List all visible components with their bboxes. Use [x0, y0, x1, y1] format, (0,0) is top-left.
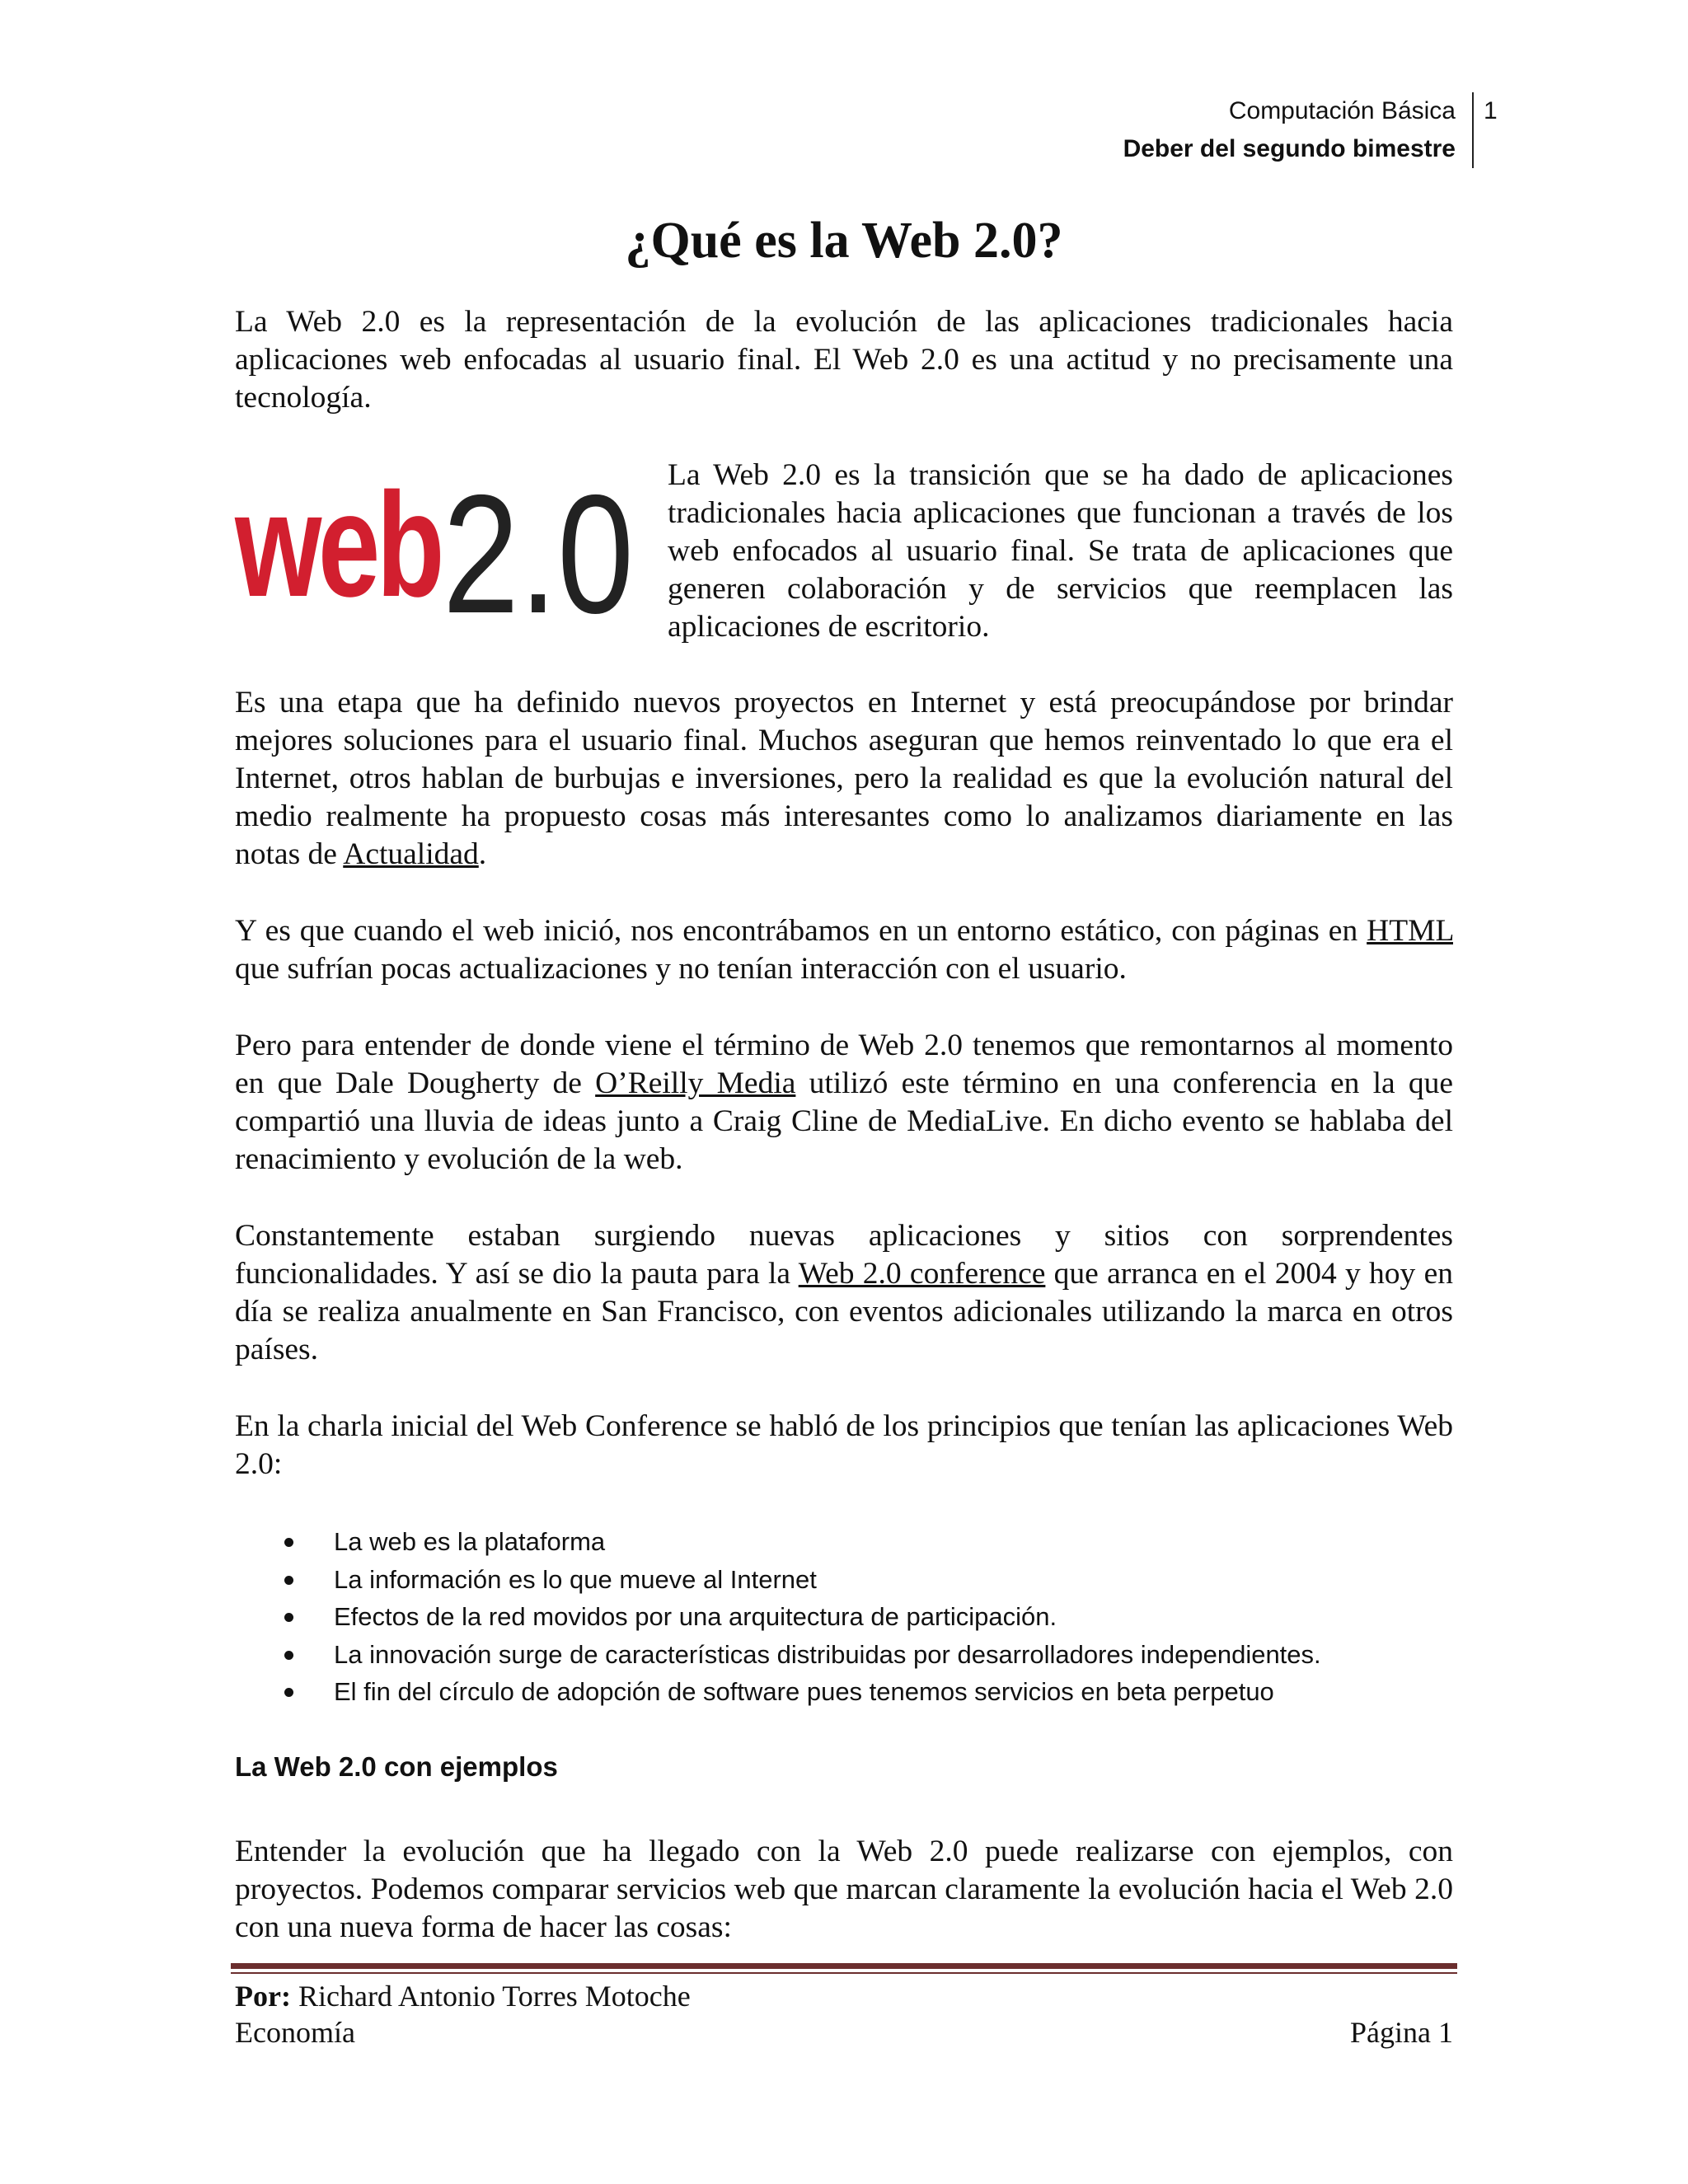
link-oreilly-media[interactable]: O’Reilly Media: [595, 1066, 796, 1100]
list-item: La innovación surge de características distribuidas por desarrolladores independientes.: [284, 1636, 1321, 1674]
list-item: Efectos de la red movidos por una arquitectura de participación.: [284, 1598, 1321, 1636]
paragraph-conference: [235, 1217, 1453, 1369]
paragraph-transition: La Web 2.0 es la transición que se ha dado de aplicaciones tradicionales hacia aplicaciones que funcionan a través de los web enfocados al usuario final. Se trata de aplicaciones que generen colaboración y de servicios que reemplacen las aplicaciones de escritorio.: [668, 458, 1453, 644]
footer-department: Economía: [235, 2016, 355, 2049]
footer-author-row: [235, 1978, 1453, 2014]
footer-page-label: Página 1: [1350, 2016, 1453, 2049]
paragraph-examples: Entender la evolución que ha llegado con la Web 2.0 puede realizarse con ejemplos, con proyectos. Podemos comparar servicios web que marcan claramente la evolución hacia el Web 2.0 con una nueva forma de hacer las cosas:: [235, 1835, 1453, 1944]
list-item: La web es la plataforma: [284, 1523, 1321, 1561]
page-footer: [235, 1978, 1453, 2050]
footer-author-name: Richard Antonio Torres Motoche: [298, 1980, 691, 2013]
paragraph-principles: En la charla inicial del Web Conference se habló de los principios que tenían las aplicaciones Web 2.0:: [235, 1409, 1453, 1481]
link-actualidad[interactable]: Actualidad: [343, 837, 479, 871]
list-item: El fin del círculo de adopción de software pues tenemos servicios en beta perpetuo: [284, 1673, 1321, 1711]
logo-version-text: 2.0: [443, 460, 634, 649]
link-html[interactable]: HTML: [1367, 914, 1453, 948]
footer-rule-thin: [231, 1972, 1457, 1974]
footer-author: [235, 1978, 691, 2014]
paragraph-origin-text: Pero para entender de donde viene el término de Web 2.0 tenemos que remontarnos al momento en que Dale Dougherty de: [235, 1029, 1453, 1100]
footer-by-label: Por:: [235, 1980, 291, 2013]
paragraph-conference-text: Constantemente estaban surgiendo nuevas aplicaciones y sitios con sorprendentes funcionalidades. Y así se dio la pauta para la: [235, 1219, 1453, 1291]
footer-rule: [231, 1963, 1457, 1969]
list-item: La información es lo que mueve al Internet: [284, 1561, 1321, 1599]
course-name: Computación Básica: [1228, 97, 1456, 124]
paragraph-stage-end: .: [478, 837, 487, 871]
paragraph-static-web-text: Y es que cuando el web inició, nos encontrábamos en un entorno estático, con páginas en: [235, 914, 1367, 948]
link-web20-conference[interactable]: Web 2.0 conference: [798, 1257, 1046, 1291]
page-header: [989, 92, 1474, 168]
section-heading: La Web 2.0 con ejemplos: [235, 1751, 558, 1782]
page-title: ¿Qué es la Web 2.0?: [625, 213, 1063, 269]
paragraph-stage: [235, 684, 1453, 874]
header-page-number: 1: [1484, 97, 1498, 124]
principles-list: [284, 1523, 1321, 1711]
logo-web-text: web: [234, 462, 441, 628]
paragraph-stage-text: Es una etapa que ha definido nuevos proyectos en Internet y está preocupándose por brindar mejores soluciones para el usuario final. Muchos aseguran que hemos reinventado lo que era el Internet, otros hablan de burbujas e inversiones, pero la realidad es que la evolución natural del medio realmente ha propuesto cosas más interesantes como lo analizamos diariamente en las notas de: [235, 686, 1453, 871]
paragraph-static-web: [235, 912, 1453, 988]
paragraph-conference-end: que arranca en el 2004 y hoy en día se realiza anualmente en San Francisco, con eventos adicionales utilizando la marca en otros países.: [235, 1257, 1453, 1366]
web20-logo: [234, 457, 639, 649]
paragraph-origin: [235, 1027, 1453, 1179]
paragraph-static-web-end: que sufrían pocas actualizaciones y no tenían interacción con el usuario.: [235, 952, 1127, 986]
paragraph-intro: La Web 2.0 es la representación de la evolución de las aplicaciones tradicionales hacia aplicaciones web enfocadas al usuario final. El Web 2.0 es una actitud y no precisamente una tecnología.: [235, 305, 1453, 415]
assignment-name: Deber del segundo bimestre: [1123, 135, 1456, 162]
footer-dept-row: [235, 2014, 1453, 2050]
paragraph-origin-end: utilizó este término en una conferencia en la que compartió una lluvia de ideas junto a Craig Cline de MediaLive. En dicho evento se hablaba del renacimiento y evolución de la web.: [235, 1066, 1454, 1176]
